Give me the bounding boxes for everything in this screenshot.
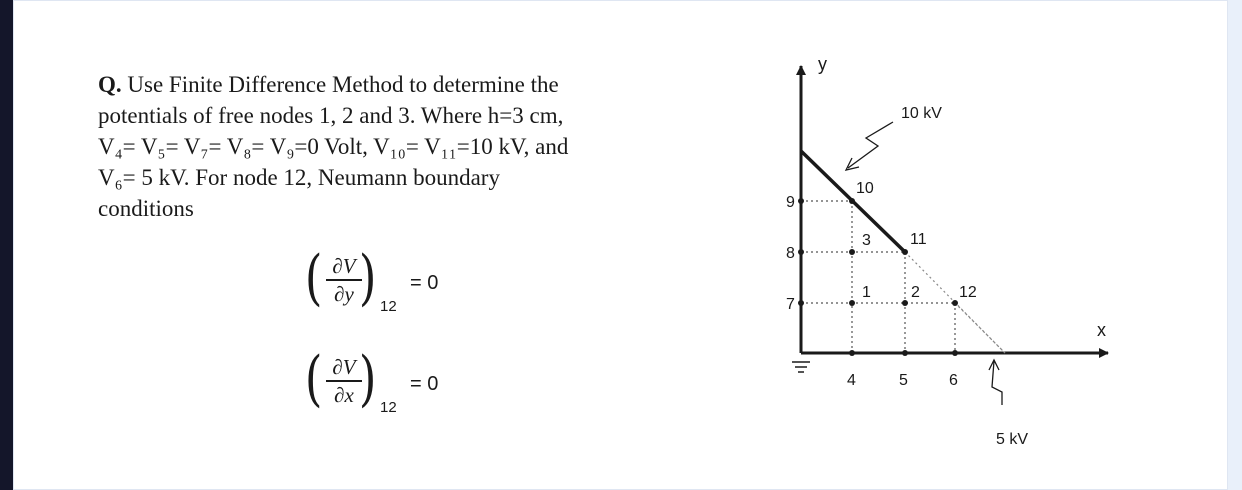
node-4-dot [849, 350, 855, 356]
ground-icon [792, 362, 810, 372]
node-2-dot [902, 300, 908, 306]
grid-lines [801, 201, 1005, 353]
node-5-dot [902, 350, 908, 356]
question-label: Q. [98, 72, 122, 97]
node-label-12: 12 [959, 284, 977, 301]
fraction-numerator: ∂V [332, 355, 356, 379]
pointer-5kv-icon [989, 360, 1002, 405]
question-line-3: V₄= V₅= V₇= V₈= V₉=0 Volt, V₁₀= V₁₁=10 kV, and [98, 134, 569, 159]
node-11-dot [902, 249, 908, 255]
node-label-11: 11 [910, 231, 927, 248]
node-10-dot [849, 198, 855, 204]
pointer-10kv-icon [846, 122, 893, 170]
node-6-dot [952, 350, 958, 356]
node-label-5: 5 [899, 372, 908, 389]
equation-subscript: 12 [380, 298, 397, 315]
right-paren: ) [358, 344, 377, 414]
node-label-10: 10 [856, 180, 874, 197]
fraction-denominator: ∂x [334, 383, 354, 407]
node-1-dot [849, 300, 855, 306]
left-paren: ( [304, 243, 323, 313]
node-label-2: 2 [911, 284, 920, 301]
equation-rhs: = 0 [410, 373, 439, 395]
node-7-dot [798, 300, 804, 306]
node-label-9: 9 [786, 194, 795, 211]
equation-rhs: = 0 [410, 272, 439, 294]
node-label-1: 1 [862, 284, 871, 301]
node-label-7: 7 [786, 296, 795, 313]
node-label-3: 3 [862, 232, 871, 249]
label-5kv: 5 kV [996, 431, 1029, 448]
node-label-8: 8 [786, 245, 795, 262]
fraction-numerator: ∂V [332, 254, 356, 278]
question-line-5: conditions [98, 196, 194, 221]
node-8-dot [798, 249, 804, 255]
node-label-4: 4 [847, 372, 856, 389]
node-label-6: 6 [949, 372, 958, 389]
right-paren: ) [358, 243, 377, 313]
y-axis-label: y [818, 54, 827, 74]
question-line-1-text: Use Finite Difference Method to determine the [121, 72, 559, 97]
grid-nodes [798, 198, 958, 356]
question-line-4: V₆= 5 kV. For node 12, Neumann boundary [98, 165, 500, 190]
label-10kv: 10 kV [901, 105, 942, 122]
fraction-denominator: ∂y [334, 282, 354, 306]
left-paren: ( [304, 344, 323, 414]
node-12-dot [952, 300, 958, 306]
question-line-2: potentials of free nodes 1, 2 and 3. Where h=3 cm, [98, 103, 564, 128]
equation-subscript: 12 [380, 399, 397, 416]
node-9-dot [798, 198, 804, 204]
node-3-dot [849, 249, 855, 255]
x-axis-label: x [1097, 320, 1106, 340]
